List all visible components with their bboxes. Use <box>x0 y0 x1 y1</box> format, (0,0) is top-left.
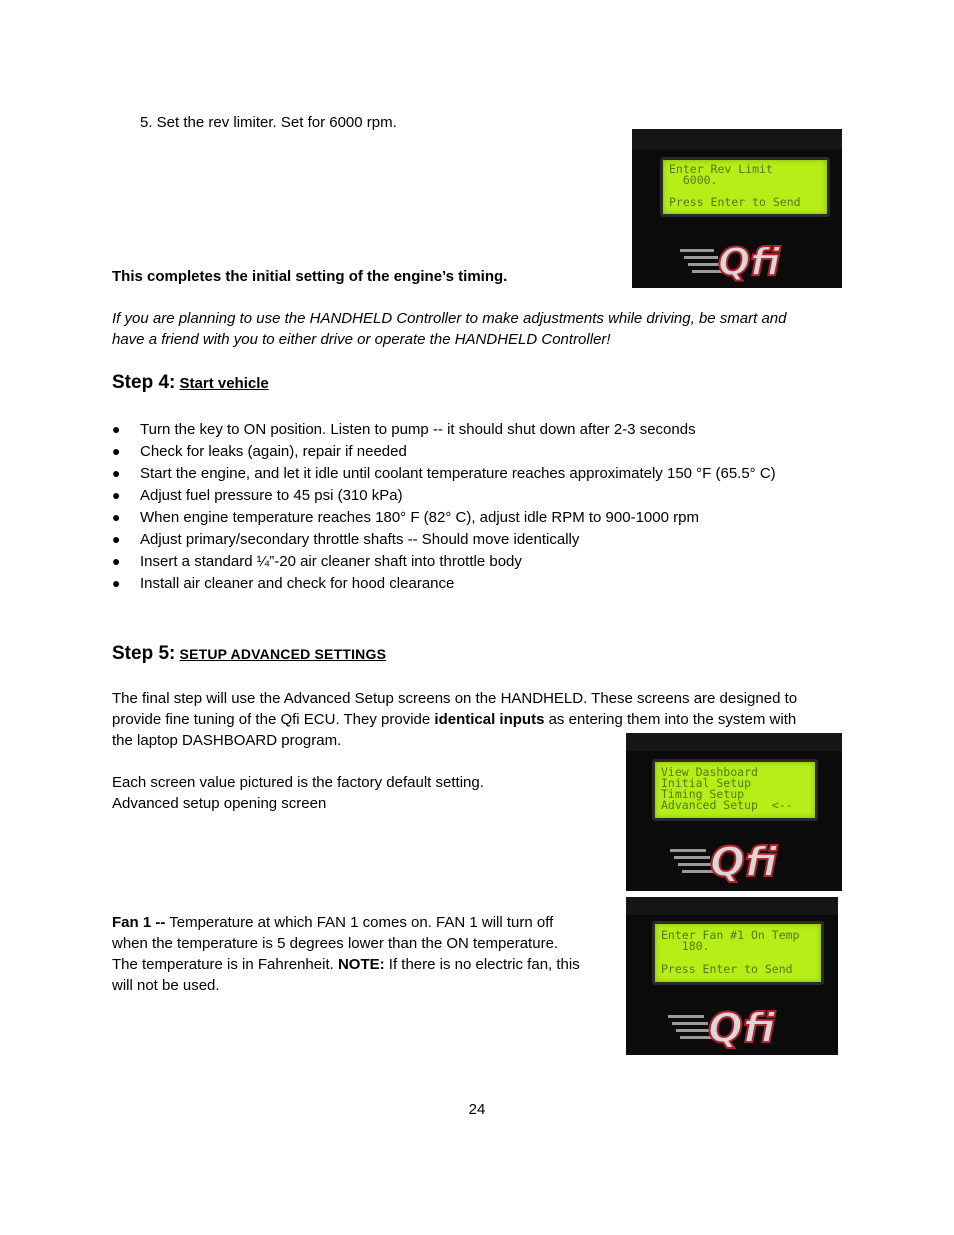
list-item: ● Insert a standard ¼”-20 air cleaner shaft into throttle body <box>112 553 522 570</box>
step5-para-line-3: the laptop DASHBOARD program. <box>112 732 342 749</box>
bullet-icon: ● <box>112 487 121 503</box>
lcd-display: Enter Rev Limit 6000. Press Enter to Send <box>660 157 830 217</box>
bullet-icon: ● <box>112 553 121 569</box>
list-item: ● When engine temperature reaches 180° F (82° C), adjust idle RPM to 900-1000 rpm <box>112 509 699 526</box>
list-item: ● Check for leaks (again), repair if needed <box>112 443 407 460</box>
qfi-logo-icon <box>680 235 810 283</box>
handheld-note-line-1: If you are planning to use the HANDHELD Controller to make adjustments while driving, be smart and <box>112 310 787 327</box>
completes-timing-text: This completes the initial setting of the engine’s timing. <box>112 268 508 285</box>
step5-heading <box>112 643 386 665</box>
page-number: 24 <box>468 1101 486 1118</box>
lcd-display: Enter Fan #1 On Temp 180. Press Enter to Send <box>652 921 824 985</box>
fan1-line-2: when the temperature is 5 degrees lower than the ON temperature. <box>112 935 559 952</box>
lcd-display: View Dashboard Initial Setup Timing Setup Advanced Setup <-- <box>652 759 818 821</box>
step4-title: Start vehicle <box>179 375 269 392</box>
qfi-logo-icon <box>670 833 810 885</box>
handheld-note-line-2: have a friend with you to either drive or operate the HANDHELD Controller! <box>112 331 611 348</box>
rev-limit-screen-photo <box>632 129 842 288</box>
bullet-icon: ● <box>112 421 121 437</box>
bullet-icon: ● <box>112 443 121 459</box>
step5-para-line-2: provide fine tuning of the Qfi ECU. They provide identical inputs as entering them into the system with <box>112 711 797 728</box>
svg-text:Qfi: Qfi <box>710 838 778 885</box>
fan1-line-3: The temperature is in Fahrenheit. NOTE: If there is no electric fan, this <box>112 956 580 973</box>
qfi-logo-icon <box>668 999 808 1051</box>
step4-heading <box>112 372 269 394</box>
svg-text:Qfi: Qfi <box>718 240 781 283</box>
step5-label: Step 5: <box>112 643 176 664</box>
list-item: ● Start the engine, and let it idle until coolant temperature reaches approximately 150 °F (65.5° C) <box>112 465 776 482</box>
list-item: ● Adjust fuel pressure to 45 psi (310 kPa) <box>112 487 403 504</box>
bullet-icon: ● <box>112 575 121 591</box>
step4-bullet-list <box>112 419 776 595</box>
list-item: ● Adjust primary/secondary throttle shafts -- Should move identically <box>112 531 580 548</box>
advanced-setup-menu-photo <box>626 733 842 891</box>
fan-temp-screen-photo <box>626 897 838 1055</box>
bullet-icon: ● <box>112 465 121 481</box>
fan1-line-1: Fan 1 -- Temperature at which FAN 1 comes on. FAN 1 will turn off <box>112 914 554 931</box>
rev-limiter-step: 5. Set the rev limiter. Set for 6000 rpm. <box>140 114 397 131</box>
fan1-line-4: will not be used. <box>112 977 220 994</box>
step4-label: Step 4: <box>112 372 176 393</box>
step5-title: SETUP ADVANCED SETTINGS <box>179 646 387 662</box>
opening-screen-caption: Advanced setup opening screen <box>112 795 327 812</box>
factory-default-text: Each screen value pictured is the factory default setting. <box>112 774 484 791</box>
list-item: ● Install air cleaner and check for hood clearance <box>112 575 455 592</box>
step5-para-line-1: The final step will use the Advanced Setup screens on the HANDHELD. These screens are designed to <box>112 690 798 707</box>
bullet-icon: ● <box>112 531 121 547</box>
bullet-icon: ● <box>112 509 121 525</box>
list-item: ● Turn the key to ON position. Listen to pump -- it should shut down after 2-3 seconds <box>112 421 696 438</box>
svg-text:Qfi: Qfi <box>708 1004 776 1051</box>
